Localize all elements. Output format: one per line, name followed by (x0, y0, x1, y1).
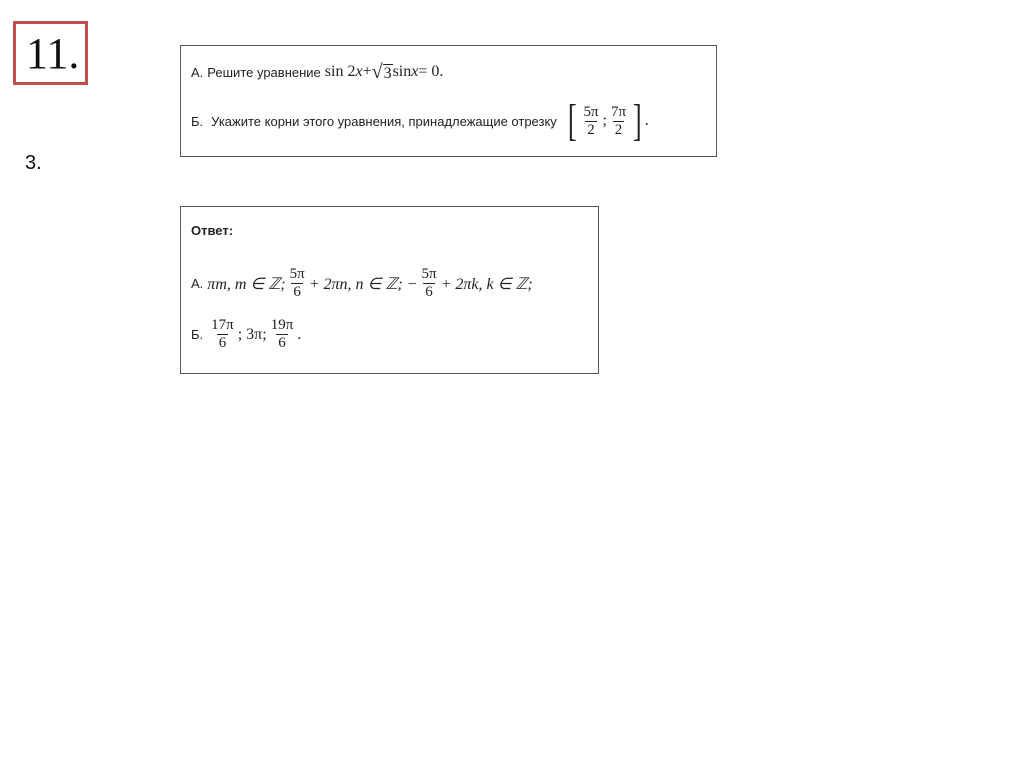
task-a-text: Решите уравнение (207, 64, 321, 80)
answer-b-fraction-2: $\frac{19\pi}{6}$ (270, 317, 294, 351)
answer-a-part1: πm, m ∈ ℤ; (207, 275, 286, 293)
answer-title: Ответ: (191, 223, 234, 238)
task-a-eq-x: x (355, 63, 363, 80)
task-a-prefix: А. (191, 64, 204, 80)
answer-line-a (191, 266, 533, 301)
task-b-text: Укажите корни этого уравнения, принадлежащие отрезку (211, 113, 557, 129)
task-a-eq-1: sin 2 (324, 63, 356, 80)
sqrt-symbol: √ 3 (371, 61, 392, 83)
task-a-eq-plus: + (362, 63, 372, 80)
answer-a-fraction-1: $\frac{5\pi}{6}$ (289, 266, 305, 300)
task-b-fraction-2: $\frac{7\pi}{2}$ (610, 103, 627, 138)
answer-b-mid: ; 3π; (237, 325, 267, 343)
item-number: 3. (25, 152, 42, 174)
left-bracket: [ (567, 96, 577, 145)
answer-line-b (191, 317, 301, 352)
task-b-prefix: Б. (191, 113, 204, 129)
task-b-end: . (644, 112, 649, 129)
task-a-eq-2: sin (392, 63, 412, 80)
answer-b-fraction-1: $\frac{17\pi}{6}$ (211, 317, 234, 351)
answer-a-part2: + 2πn, n ∈ ℤ; − (308, 275, 418, 293)
answer-b-end: . (297, 325, 302, 343)
right-bracket: ] (632, 96, 642, 145)
answer-box (180, 206, 599, 374)
task-a-eq-x2: x (411, 63, 419, 80)
task-line-b (191, 96, 649, 145)
answer-a-prefix: А. (191, 276, 204, 291)
task-box (180, 45, 717, 157)
task-a-sqrt-value: 3 (383, 65, 392, 82)
answer-a-fraction-2: $\frac{5\pi}{6}$ (421, 266, 437, 300)
slide-number: 11. (13, 21, 88, 85)
task-b-fraction-1: $\frac{5\pi}{2}$ (583, 103, 599, 138)
answer-b-prefix: Б. (191, 327, 204, 342)
task-b-separator: ; (602, 112, 607, 129)
answer-a-part3: + 2πk, k ∈ ℤ; (440, 275, 533, 293)
task-line-a (191, 62, 443, 82)
task-a-eq-3: = 0. (418, 63, 444, 80)
